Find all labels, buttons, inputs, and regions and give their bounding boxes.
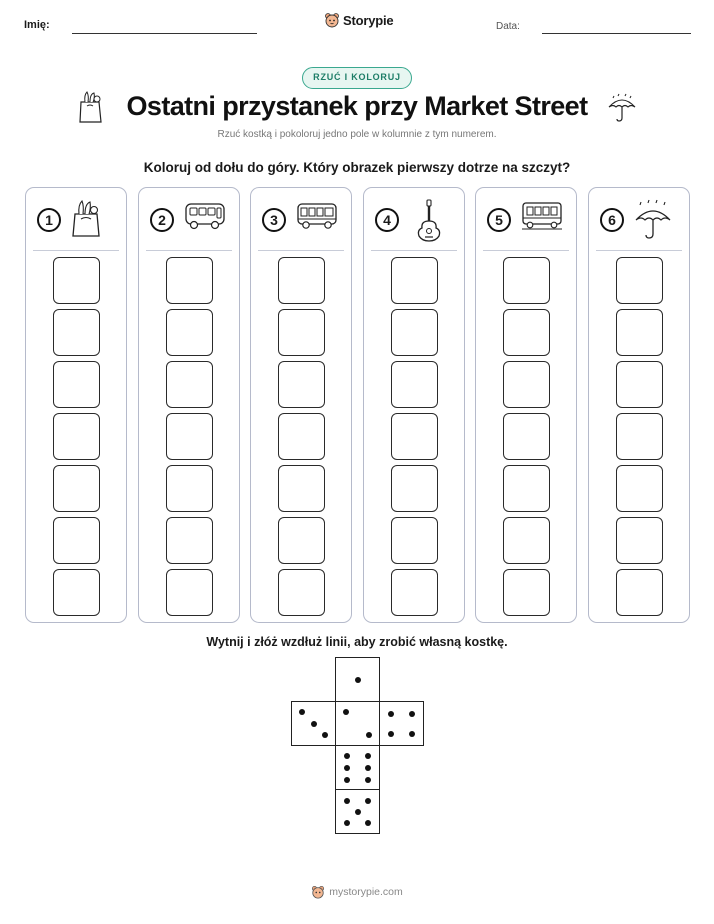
column-number: 5: [487, 208, 511, 232]
column-2: [138, 187, 240, 623]
dice-pip: [365, 777, 371, 783]
column-1: [25, 187, 127, 623]
column-number: 2: [150, 208, 174, 232]
page-footer: [0, 885, 714, 899]
column-header: [251, 188, 351, 252]
color-cell[interactable]: [53, 465, 100, 512]
dice-pip: [311, 721, 317, 727]
color-cell[interactable]: [53, 517, 100, 564]
color-cell[interactable]: [166, 569, 213, 616]
column-header: [589, 188, 689, 252]
color-cell[interactable]: [616, 569, 663, 616]
umbrella-icon: [633, 198, 673, 242]
color-cell[interactable]: [503, 257, 550, 304]
color-cell[interactable]: [616, 413, 663, 460]
dice-pip: [365, 765, 371, 771]
color-cell[interactable]: [503, 413, 550, 460]
dice-pip: [355, 809, 361, 815]
column-4: [363, 187, 465, 623]
dice-pip: [388, 711, 394, 717]
dice-pip: [365, 753, 371, 759]
page-title: Ostatni przystanek przy Market Street: [126, 91, 588, 121]
dice-pip: [355, 677, 361, 683]
color-cell[interactable]: [391, 413, 438, 460]
coloring-instruction: Koloruj od dołu do góry. Który obrazek pierwszy dotrze na szczyt?: [143, 160, 571, 175]
dice-face-2: [335, 701, 380, 746]
brand-logo: [324, 12, 393, 28]
dice-face-4: [379, 701, 424, 746]
color-cell[interactable]: [503, 361, 550, 408]
dice-pip: [322, 732, 328, 738]
activity-badge: RZUĆ I KOLORUJ: [302, 67, 412, 89]
column-6: [588, 187, 690, 623]
tram-icon: [295, 198, 339, 232]
color-cell[interactable]: [53, 361, 100, 408]
dice-pip: [344, 777, 350, 783]
column-divider: [371, 250, 457, 251]
color-cell[interactable]: [278, 361, 325, 408]
dice-pip: [365, 798, 371, 804]
column-divider: [146, 250, 232, 251]
dice-face-5: [335, 789, 380, 834]
color-cell[interactable]: [166, 361, 213, 408]
color-cell[interactable]: [278, 309, 325, 356]
color-cell[interactable]: [503, 309, 550, 356]
color-cell[interactable]: [278, 517, 325, 564]
dice-pip: [344, 820, 350, 826]
color-cell[interactable]: [391, 465, 438, 512]
dice-pip: [344, 753, 350, 759]
column-divider: [258, 250, 344, 251]
column-header: [476, 188, 576, 252]
column-divider: [483, 250, 569, 251]
color-cell[interactable]: [278, 257, 325, 304]
date-label: Data:: [496, 21, 520, 32]
color-cell[interactable]: [278, 569, 325, 616]
dice-face-6: [335, 745, 380, 790]
page-subtitle: Rzuć kostką i pokoloruj jedno pole w kolumnie z tym numerem.: [217, 129, 497, 140]
bus-icon: [183, 198, 227, 232]
guitar-icon: [408, 198, 442, 242]
color-cell[interactable]: [166, 517, 213, 564]
color-cell[interactable]: [53, 309, 100, 356]
name-field[interactable]: [72, 33, 257, 34]
train-icon: [520, 198, 564, 232]
column-divider: [33, 250, 119, 251]
brand-name: Storypie: [343, 12, 394, 28]
color-cell[interactable]: [166, 309, 213, 356]
color-cell[interactable]: [616, 309, 663, 356]
color-cell[interactable]: [53, 257, 100, 304]
dice-pip: [365, 820, 371, 826]
column-number: 1: [37, 208, 61, 232]
color-cell[interactable]: [166, 257, 213, 304]
date-field[interactable]: [542, 33, 691, 34]
dice-pip: [343, 709, 349, 715]
umbrella-icon: [606, 92, 638, 124]
column-divider: [596, 250, 682, 251]
storypie-mascot-icon: [324, 12, 340, 28]
color-cell[interactable]: [278, 465, 325, 512]
column-3: [250, 187, 352, 623]
page-header: [0, 0, 714, 50]
color-cell[interactable]: [166, 465, 213, 512]
color-cell[interactable]: [166, 413, 213, 460]
storypie-mascot-icon: [311, 885, 325, 899]
color-cell[interactable]: [616, 465, 663, 512]
dice-face-1: [335, 657, 380, 702]
color-cell[interactable]: [616, 361, 663, 408]
dice-pip: [299, 709, 305, 715]
column-header: [26, 188, 126, 252]
dice-face-3: [291, 701, 336, 746]
color-cell[interactable]: [503, 569, 550, 616]
grocery-bag-icon: [70, 198, 104, 238]
color-cell[interactable]: [391, 361, 438, 408]
dice-pip: [366, 732, 372, 738]
color-cell[interactable]: [616, 517, 663, 564]
column-header: [139, 188, 239, 252]
dice-pip: [388, 731, 394, 737]
dice-pip: [409, 711, 415, 717]
column-number: 4: [375, 208, 399, 232]
dice-pip: [344, 798, 350, 804]
color-cell[interactable]: [391, 517, 438, 564]
name-label: Imię:: [24, 19, 50, 31]
color-cell[interactable]: [278, 413, 325, 460]
dice-pip: [409, 731, 415, 737]
color-cell[interactable]: [53, 413, 100, 460]
column-number: 3: [262, 208, 286, 232]
color-cell[interactable]: [391, 569, 438, 616]
color-cell[interactable]: [391, 309, 438, 356]
color-cell[interactable]: [503, 465, 550, 512]
column-number: 6: [600, 208, 624, 232]
column-5: [475, 187, 577, 623]
footer-website: mystorypie.com: [329, 886, 403, 898]
dice-pip: [344, 765, 350, 771]
color-cell[interactable]: [391, 257, 438, 304]
color-cell[interactable]: [616, 257, 663, 304]
color-cell[interactable]: [53, 569, 100, 616]
cut-instruction: Wytnij i złóż wzdłuż linii, aby zrobić własną kostkę.: [206, 635, 508, 649]
column-header: [364, 188, 464, 252]
color-cell[interactable]: [503, 517, 550, 564]
